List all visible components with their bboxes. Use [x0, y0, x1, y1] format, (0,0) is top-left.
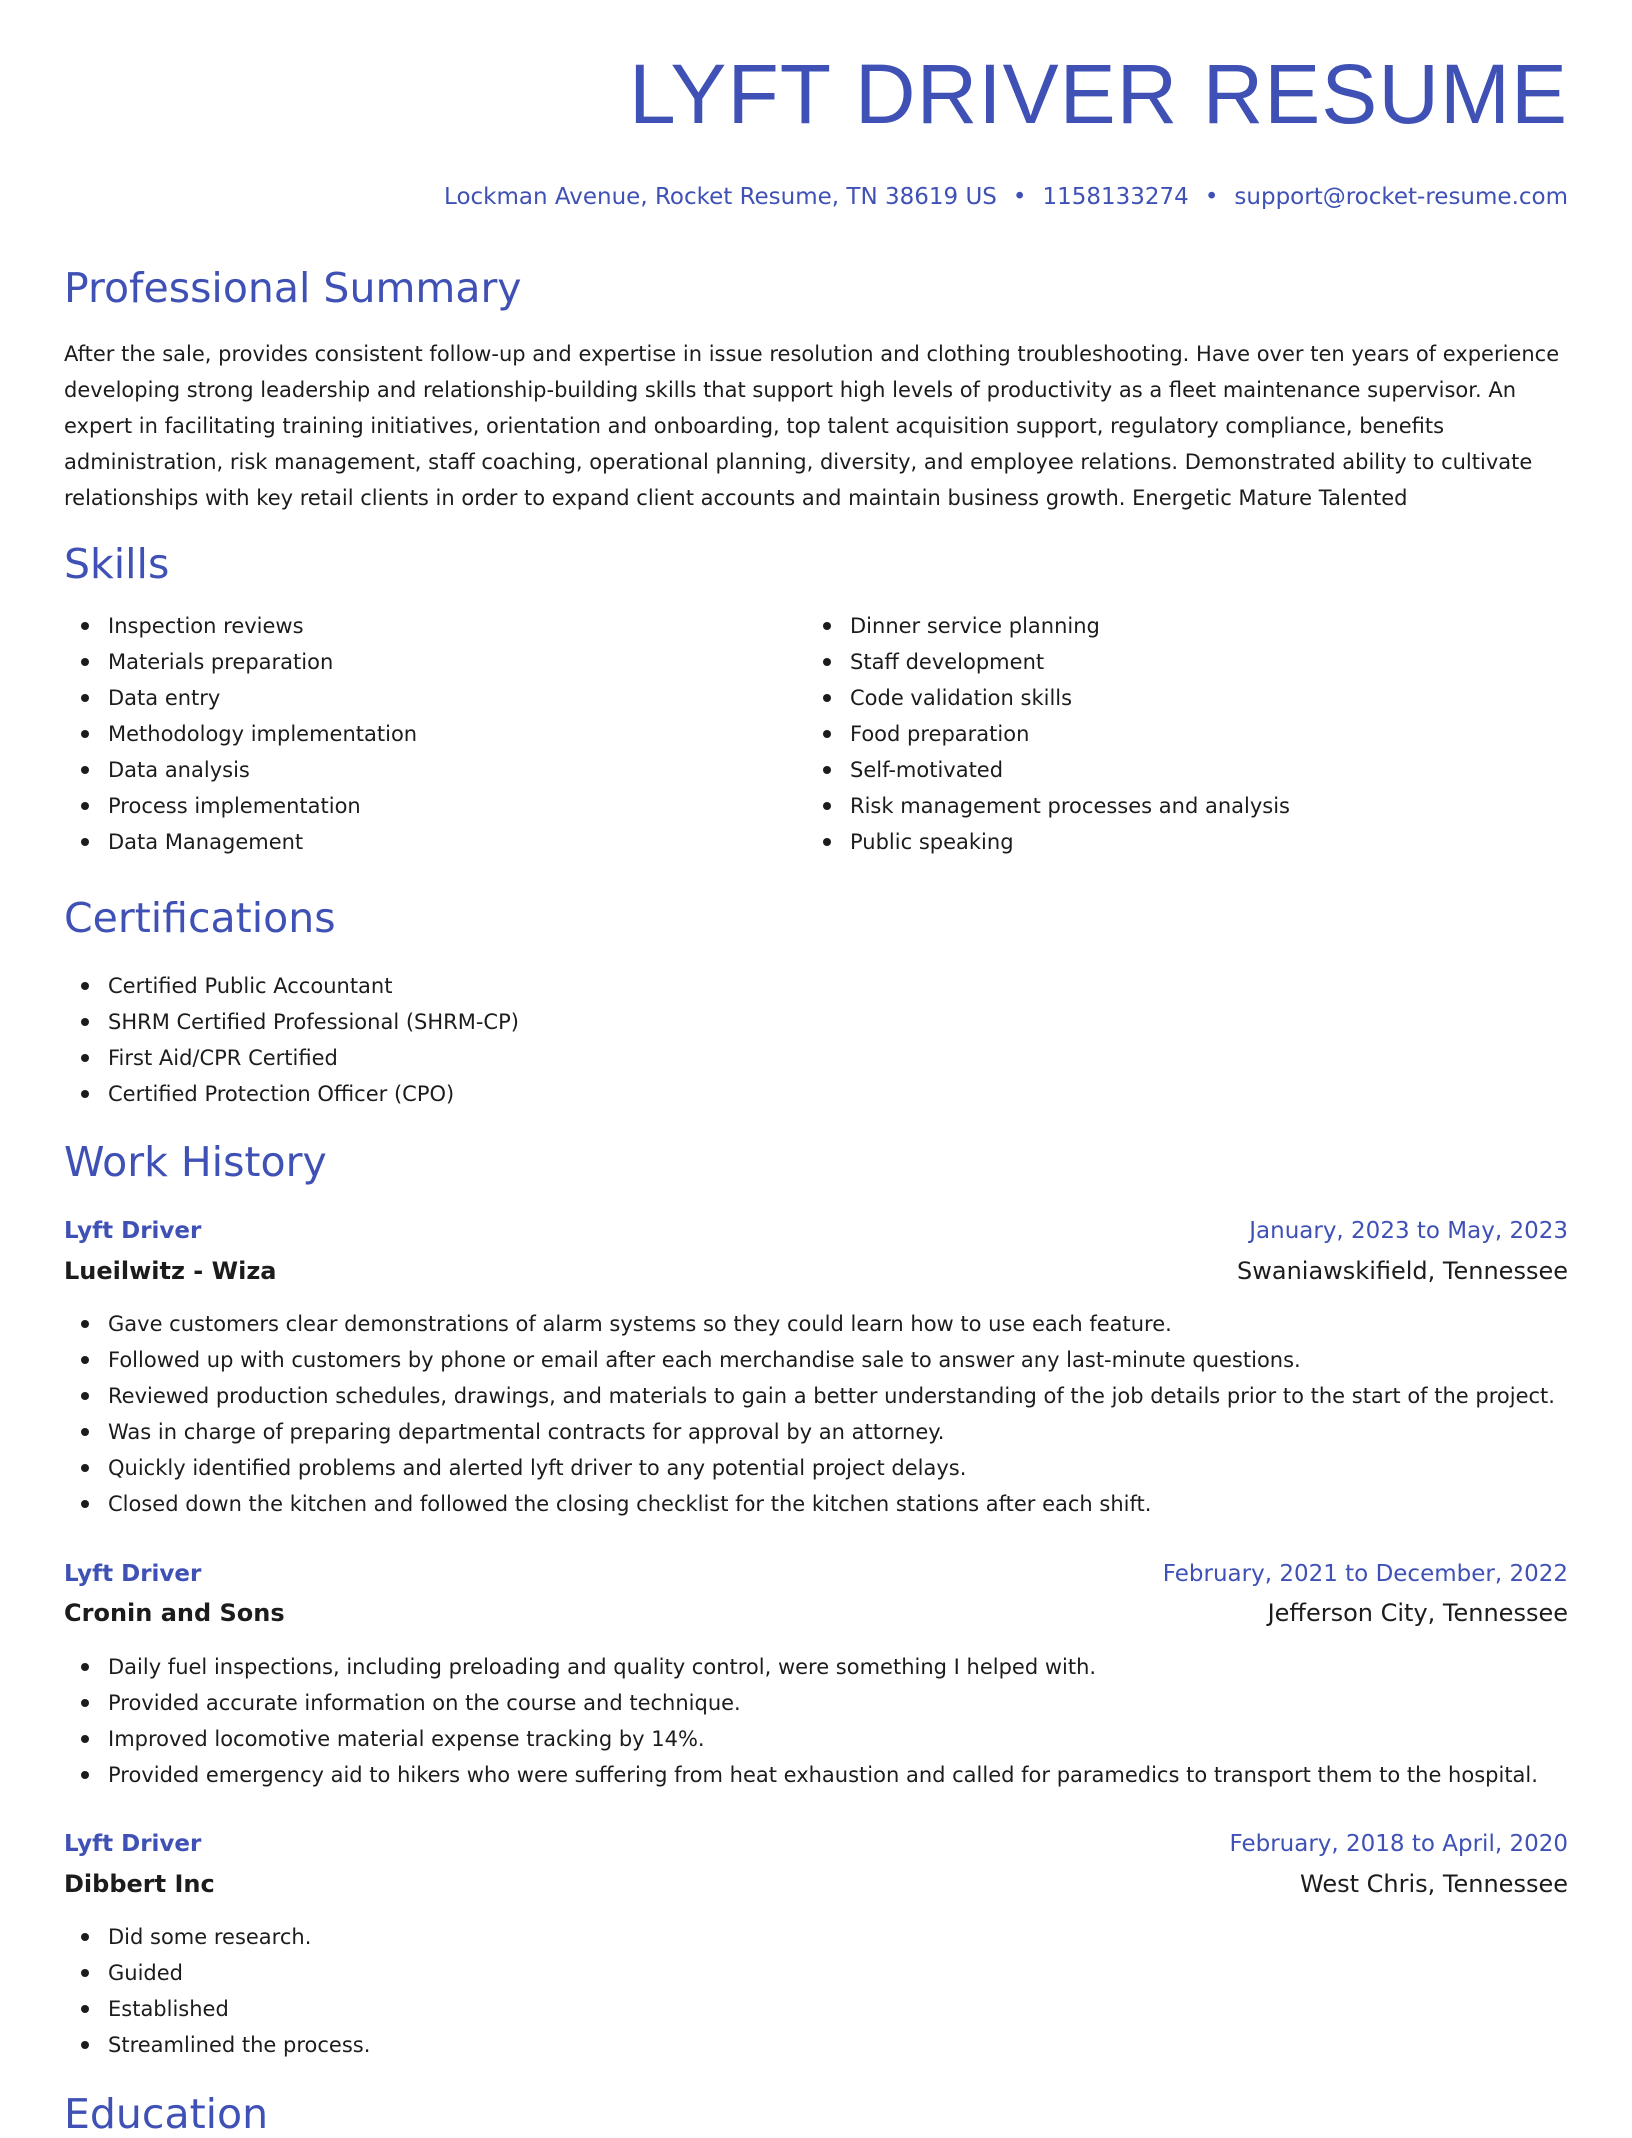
skill-item [806, 608, 1290, 644]
summary-text: After the sale, provides consistent follow-up and expertise in issue resolution and clothing troubleshooting. Have over ten years of experience developing strong leadership and relationship-building skills that support high levels of productivity as a fleet maintenance supervisor. An expert in facilitating training initiatives, orientation and onboarding, top talent acquisition support, regulatory compliance, benefits administration, risk management, staff coaching, operational planning, diversity, and employee relations. Demonstrated ability to cultivate relationships with key retail clients in order to expand client accounts and maintain business growth. Energetic Mature Talented [64, 342, 1560, 510]
job-duty-text: Did some research. [108, 1925, 312, 1949]
bullet-dot [81, 1320, 89, 1328]
skill-label: Risk management processes and analysis [850, 794, 1290, 818]
job-duty [64, 1757, 1538, 1793]
job-dates: February, 2018 to April, 2020 [1229, 1831, 1568, 1857]
education-heading: Education [64, 2090, 269, 2138]
bullet-dot [81, 1735, 89, 1743]
skill-label: Self-motivated [850, 758, 1004, 782]
skill-item [64, 788, 417, 824]
certifications-list [64, 968, 519, 1112]
job-duty [64, 1649, 1538, 1685]
job-duty [64, 1378, 1555, 1414]
bullet-dot [81, 2041, 89, 2049]
bullet-dot [823, 694, 831, 702]
job-duty [64, 1306, 1555, 1342]
job-duty-text: Closed down the kitchen and followed the closing checklist for the kitchen stations after each shift. [108, 1492, 1152, 1516]
job-duty-text: Streamlined the process. [108, 2033, 371, 2057]
skill-item [806, 788, 1290, 824]
skill-label: Methodology implementation [108, 722, 418, 746]
bullet-dot [81, 2005, 89, 2013]
skill-label: Process implementation [108, 794, 361, 818]
skill-item [64, 680, 417, 716]
job-header-row [64, 1831, 1568, 1865]
job-duty-text: Daily fuel inspections, including preloading and quality control, were something I helped with. [108, 1655, 1097, 1679]
bullet-dot [81, 1018, 89, 1026]
job-location: Swaniawskifield, Tennessee [1237, 1257, 1568, 1285]
work-history-heading: Work History [64, 1138, 327, 1186]
skill-item [64, 752, 417, 788]
job-duties-list [64, 1306, 1555, 1522]
bullet-dot [81, 1356, 89, 1364]
skill-label: Food preparation [850, 722, 1030, 746]
job-company-row [64, 1870, 1568, 1904]
skill-item [64, 824, 417, 860]
resume-title: LYFT DRIVER RESUME [628, 47, 1568, 141]
job-company: Cronin and Sons [64, 1599, 285, 1627]
skill-item [64, 644, 417, 680]
job-duty [64, 2027, 370, 2063]
bullet-dot [823, 658, 831, 666]
certification-label: First Aid/CPR Certified [108, 1046, 338, 1070]
skill-label: Code validation skills [850, 686, 1073, 710]
skill-item [806, 644, 1290, 680]
skill-label: Staff development [850, 650, 1045, 674]
job-duty [64, 1342, 1555, 1378]
skill-label: Public speaking [850, 830, 1014, 854]
job-duty-text: Followed up with customers by phone or email after each merchandise sale to answer any last-minute questions. [108, 1348, 1301, 1372]
bullet-dot [823, 766, 831, 774]
job-duty [64, 1450, 1555, 1486]
certifications-heading: Certifications [64, 894, 336, 942]
certification-item [64, 1076, 519, 1112]
contact-phone: 1158133274 [1042, 184, 1189, 210]
contact-address: Lockman Avenue, Rocket Resume, TN 38619 US [444, 184, 997, 210]
job-duty [64, 1685, 1538, 1721]
certification-label: Certified Protection Officer (CPO) [108, 1082, 455, 1106]
job-company-row [64, 1257, 1568, 1291]
skills-list-left [64, 608, 417, 860]
job-duties-list [64, 1649, 1538, 1793]
bullet-dot [81, 1090, 89, 1098]
job-duty [64, 1486, 1555, 1522]
job-header-row [64, 1561, 1568, 1595]
certification-label: Certified Public Accountant [108, 974, 393, 998]
job-duty [64, 1919, 370, 1955]
bullet-dot [823, 622, 831, 630]
skill-label: Inspection reviews [108, 614, 304, 638]
skill-item [64, 716, 417, 752]
job-title: Lyft Driver [64, 1831, 202, 1857]
bullet-dot [81, 1500, 89, 1508]
certification-label: SHRM Certified Professional (SHRM-CP) [108, 1010, 519, 1034]
contact-email[interactable]: support@rocket-resume.com [1234, 184, 1568, 210]
job-duty-text: Established [108, 1997, 229, 2021]
job-duty-text: Provided emergency aid to hikers who were suffering from heat exhaustion and called for paramedics to transport them to the hospital. [108, 1763, 1538, 1787]
skill-label: Data analysis [108, 758, 250, 782]
bullet-dot [823, 730, 831, 738]
job-title: Lyft Driver [64, 1561, 202, 1587]
job-duty-text: Was in charge of preparing departmental contracts for approval by an attorney. [108, 1420, 945, 1444]
bullet-dot [81, 766, 89, 774]
job-duty-text: Guided [108, 1961, 183, 1985]
skill-item [806, 824, 1290, 860]
bullet-dot [81, 838, 89, 846]
job-dates: January, 2023 to May, 2023 [1249, 1218, 1568, 1244]
contact-line [444, 184, 1568, 210]
certification-item [64, 968, 519, 1004]
bullet-dot [81, 694, 89, 702]
bullet-dot [81, 1771, 89, 1779]
job-duty-text: Gave customers clear demonstrations of alarm systems so they could learn how to use each feature. [108, 1312, 1172, 1336]
job-duty-text: Quickly identified problems and alerted lyft driver to any potential project delays. [108, 1456, 967, 1480]
certification-item [64, 1004, 519, 1040]
bullet-dot [81, 1464, 89, 1472]
job-duty [64, 1991, 370, 2027]
bullet-dot [81, 1699, 89, 1707]
bullet-dot [81, 658, 89, 666]
bullet-dot [81, 1428, 89, 1436]
bullet-dot [823, 838, 831, 846]
job-title: Lyft Driver [64, 1218, 202, 1244]
job-header-row [64, 1218, 1568, 1252]
skill-item [806, 680, 1290, 716]
bullet-dot [823, 802, 831, 810]
skill-item [806, 716, 1290, 752]
job-location: Jefferson City, Tennessee [1267, 1599, 1568, 1627]
skill-item [64, 608, 417, 644]
skills-heading: Skills [64, 540, 170, 588]
job-dates: February, 2021 to December, 2022 [1162, 1561, 1568, 1587]
skills-list-right [806, 608, 1290, 860]
job-duty [64, 1414, 1555, 1450]
job-company: Lueilwitz - Wiza [64, 1257, 277, 1285]
bullet-dot [81, 982, 89, 990]
summary-heading: Professional Summary [64, 264, 522, 312]
skill-item [806, 752, 1290, 788]
skill-label: Dinner service planning [850, 614, 1100, 638]
contact-separator: • [1204, 184, 1219, 210]
job-duty-text: Improved locomotive material expense tracking by 14%. [108, 1727, 705, 1751]
bullet-dot [81, 622, 89, 630]
job-company-row [64, 1599, 1568, 1633]
skill-label: Data entry [108, 686, 221, 710]
bullet-dot [81, 1969, 89, 1977]
job-duty [64, 1721, 1538, 1757]
bullet-dot [81, 802, 89, 810]
job-duty-text: Provided accurate information on the course and technique. [108, 1691, 741, 1715]
job-company: Dibbert Inc [64, 1870, 215, 1898]
job-duty-text: Reviewed production schedules, drawings, and materials to gain a better understanding of the job details prior to the start of the project. [108, 1384, 1555, 1408]
bullet-dot [81, 730, 89, 738]
job-duties-list [64, 1919, 370, 2063]
job-duty [64, 1955, 370, 1991]
bullet-dot [81, 1392, 89, 1400]
certification-item [64, 1040, 519, 1076]
bullet-dot [81, 1663, 89, 1671]
contact-separator: • [1012, 184, 1027, 210]
bullet-dot [81, 1933, 89, 1941]
skill-label: Materials preparation [108, 650, 334, 674]
skill-label: Data Management [108, 830, 304, 854]
bullet-dot [81, 1054, 89, 1062]
job-location: West Chris, Tennessee [1300, 1870, 1568, 1898]
